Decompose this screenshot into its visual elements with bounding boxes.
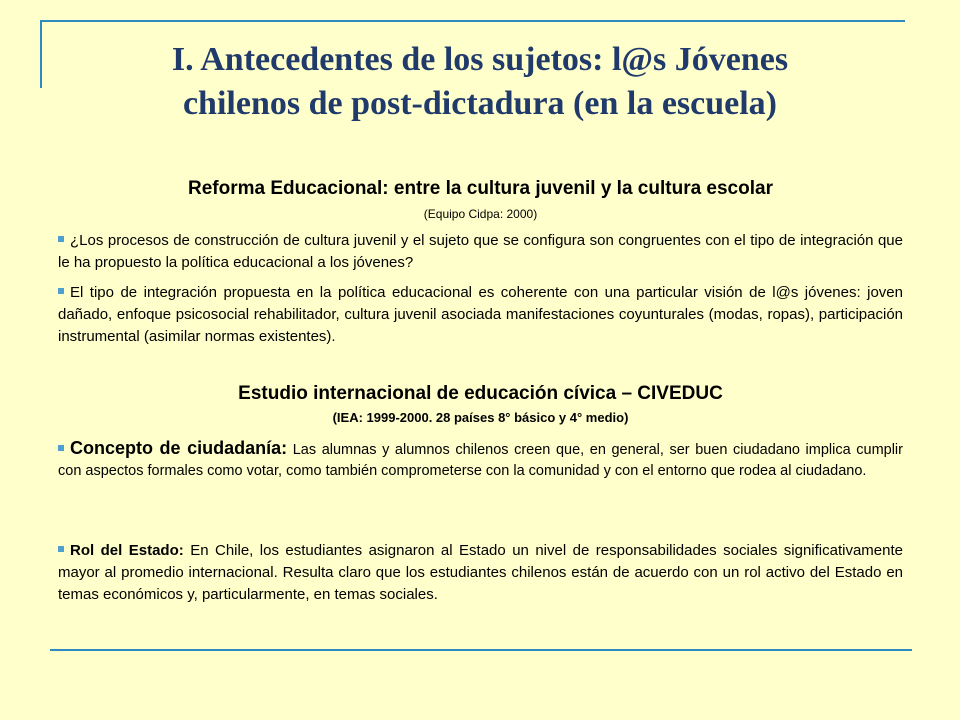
left-rule [40,20,42,88]
section2-bullet-1 [58,438,903,482]
slide-title [70,38,890,126]
bullet-icon [58,445,64,451]
section1-bullet-1 [58,230,903,274]
section1-heading: Reforma Educacional: entre la cultura juvenil y la cultura escolar [188,178,773,199]
section1-bullet-2-text: El tipo de integración propuesta en la política educacional es coherente con una particular visión de l@s jóvenes: joven dañado, enfoque psicosocial rehabilitador, cultura juvenil asociada manifestaciones coyunturales (modas, ropas), participación instrumental (asimilar normas existentes). [58,284,903,345]
section2-bullet-2-lead: Rol del Estado: [70,542,184,559]
title-line-2: chilenos de post-dictadura (en la escuela) [182,85,778,122]
section2-bullet-2 [58,540,903,606]
top-rule [40,20,905,22]
section2-bullet-2-text: En Chile, los estudiantes asignaron al Estado un nivel de responsabilidades sociales significativamente mayor al promedio internacional. Resulta claro que los estudiantes chilenos están de acuerdo con un rol activo del Estado en temas económicos y, particularmente, en temas sociales. [58,542,903,603]
section1-bullet-2 [58,282,903,348]
title-line-1: I. Antecedentes de los sujetos: l@s Jóvenes [171,41,789,78]
bullet-icon [58,288,64,294]
section2-heading: Estudio internacional de educación cívica – CIVEDUC [238,383,723,404]
bullet-icon [58,236,64,242]
section2-source: (IEA: 1999-2000. 28 países 8° básico y 4° medio) [332,410,629,425]
bullet-icon [58,546,64,552]
section2-bullet-1-lead: Concepto de ciudadanía: [70,438,288,458]
section1-source: (Equipo Cidpa: 2000) [423,207,538,221]
section2-bullet-1-text: Las alumnas y alumnos chilenos creen que, en general, ser buen ciudadano implica cumplir con aspectos formales como votar, como también comprometerse con la comunidad y con el entorno que rodea al ciudadano. [58,442,903,479]
bottom-rule [50,649,912,651]
section1-bullet-1-text: ¿Los procesos de construcción de cultura juvenil y el sujeto que se configura son congruentes con el tipo de integración que le ha propuesto la política educacional a los jóvenes? [58,232,903,271]
